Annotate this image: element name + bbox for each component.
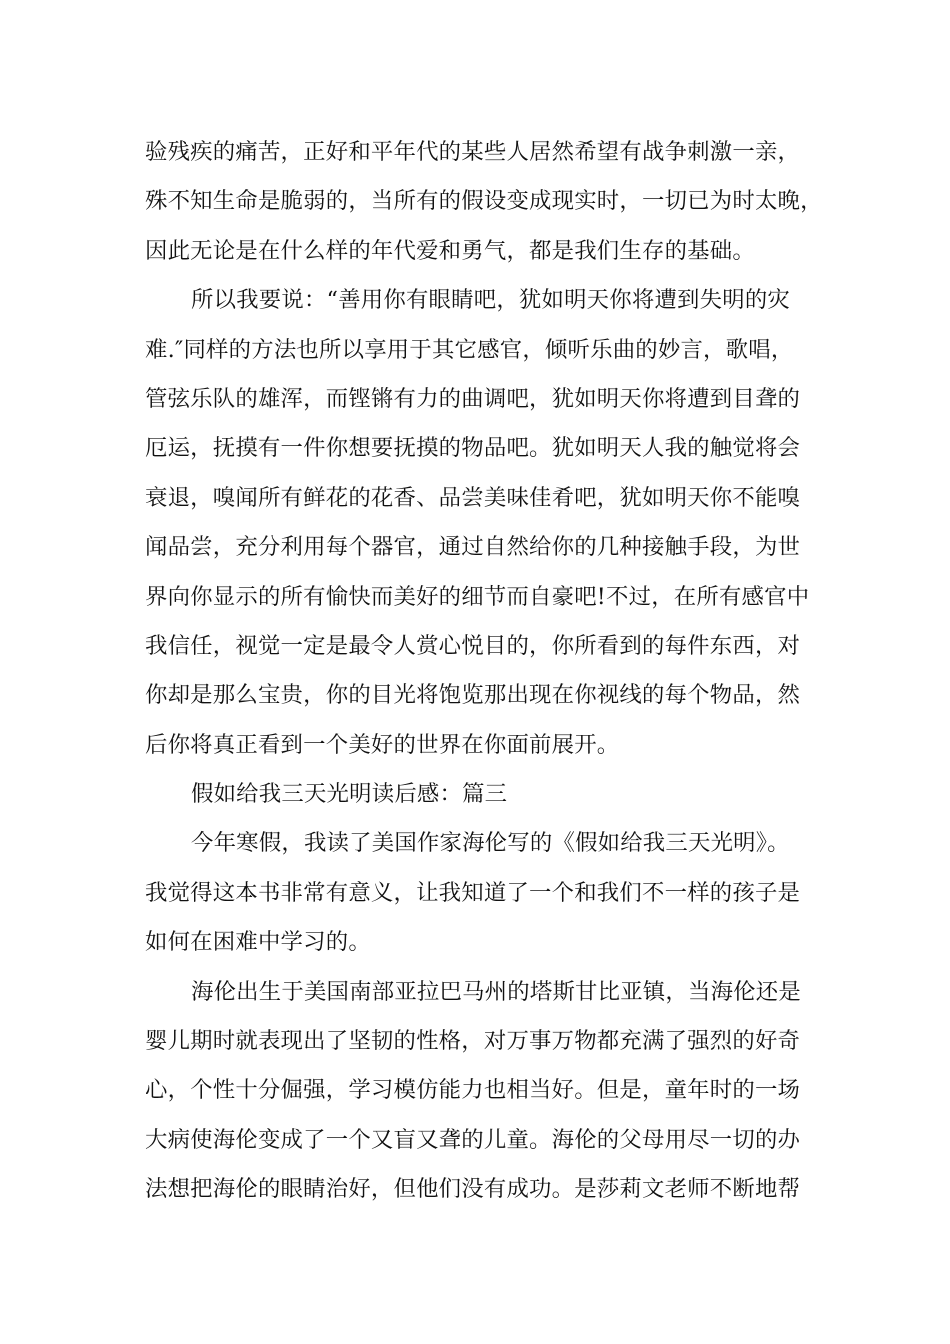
text-line: 法想把海伦的眼睛治好，但他们没有成功。是莎莉文老师不断地帮 xyxy=(145,1176,801,1203)
text-line: 闻品尝，充分利用每个器官，通过自然给你的几种接触手段，为世 xyxy=(145,534,801,561)
text-line: 婴儿期时就表现出了坚韧的性格，对万事万物都充满了强烈的好奇 xyxy=(145,1028,801,1055)
text-line: 心，个性十分倔强，学习模仿能力也相当好。但是，童年时的一场 xyxy=(145,1077,801,1104)
text-line: 难.″同样的方法也所以享用于其它感官，倾听乐曲的妙言，歌唱， xyxy=(145,336,794,363)
document-body xyxy=(145,128,823,1215)
text-line: 验残疾的痛苦，正好和平年代的某些人居然希望有战争刺激一亲， xyxy=(145,139,801,165)
paragraph-first-line: 海伦出生于美国南部亚拉巴马州的塔斯甘比亚镇，当海伦还是 xyxy=(191,978,801,1005)
text-line: 界向你显示的所有愉快而美好的细节而自豪吧!不过，在所有感官中 xyxy=(145,583,810,610)
text-line: 因此无论是在什么样的年代爱和勇气，都是我们生存的基础。 xyxy=(145,237,755,264)
text-line: 我信任，视觉一定是最令人赏心悦目的，你所看到的每件东西，对 xyxy=(145,632,801,659)
paragraph-first-line: 所以我要说：“善用你有眼睛吧，犹如明天你将遭到失明的灾 xyxy=(191,287,791,314)
text-line: 我觉得这本书非常有意义，让我知道了一个和我们不一样的孩子是 xyxy=(145,879,801,906)
text-line: 大病使海伦变成了一个又盲又聋的儿童。海伦的父母用尽一切的办 xyxy=(145,1126,801,1153)
paragraph-first-line: 今年寒假，我读了美国作家海伦写的《假如给我三天光明》。 xyxy=(191,830,790,857)
text-line: 如何在困难中学习的。 xyxy=(145,929,371,956)
text-line: 你却是那么宝贵，你的目光将饱览那出现在你视线的每个物品，然 xyxy=(145,682,801,709)
text-line: 管弦乐队的雄浑，而铿锵有力的曲调吧，犹如明天你将遭到目聋的 xyxy=(145,385,801,412)
text-line: 后你将真正看到一个美好的世界在你面前展开。 xyxy=(145,731,620,758)
section-heading: 假如给我三天光明读后感：篇三 xyxy=(191,781,508,808)
text-line: 厄运，抚摸有一件你想要抚摸的物品吧。犹如明天人我的触觉将会 xyxy=(145,435,801,462)
text-line: 衰退，嗅闻所有鲜花的花香、品尝美味佳肴吧，犹如明天你不能嗅 xyxy=(145,484,801,511)
text-line: 殊不知生命是脆弱的，当所有的假设变成现实时，一切已为时太晚， xyxy=(145,188,823,215)
